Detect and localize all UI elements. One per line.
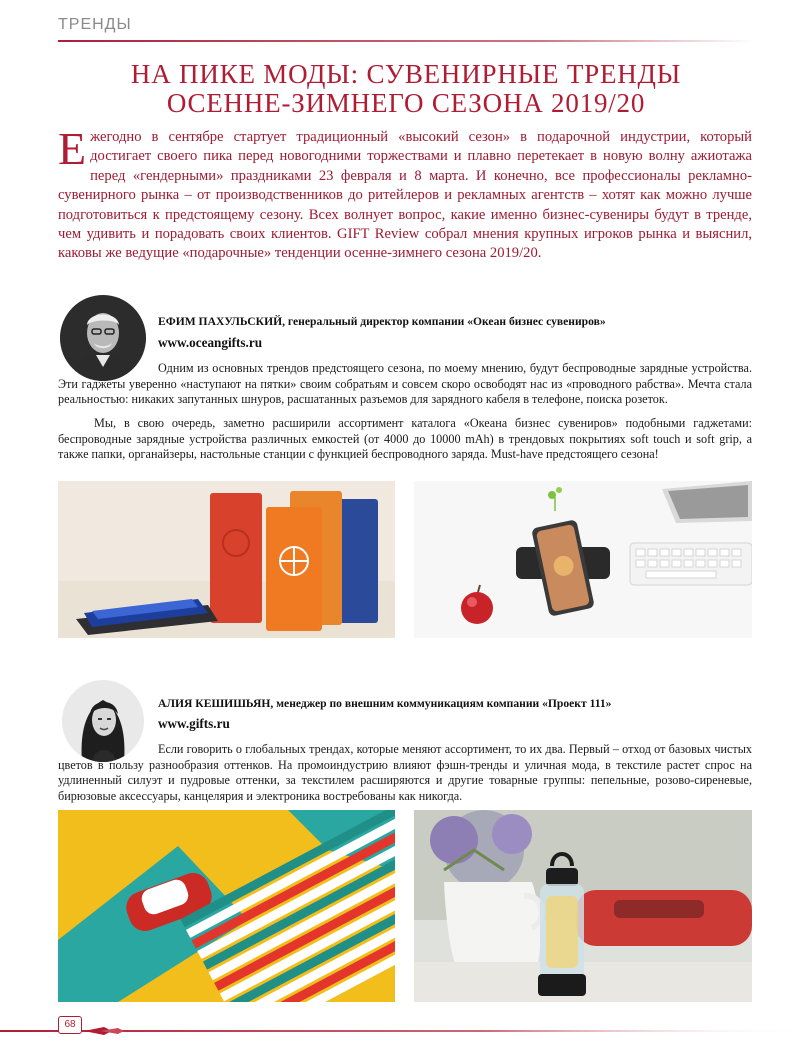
lead-text: жегодно в сентябре стартует традиционный «высокий сезон» в подарочной индустрии, который достигает своего пика перед новогодними торжествами и плавно перетекает в новую волну ажиотажа перед «гендерными» праздниками 23 февраля и 8 марта. И конечно, все профессионалы рекламно-сувенирного рынка – от производственников до ритейлеров и рекламных агентств – хотят как можно лучше подготовиться к предстоящему сезону. Всех волнует вопрос, какие именно бизнес-сувениры будут в тренде, чем удивить и порадовать своих клиентов. GIFT Review собрал мнения крупных игроков рынка и выяснил, каковы же ведущие «подарочные» тенденции осенне-зимнего сезона 2019/20. <box>58 129 752 262</box>
section-label: ТРЕНДЫ <box>58 16 132 33</box>
page-number: 68 <box>58 1016 82 1034</box>
expert-2-name: АЛИЯ КЕШИШЬЯН, менеджер по внешним коммуникациям компании «Проект 111» <box>158 697 612 710</box>
drop-cap: Е <box>58 123 87 174</box>
lead-paragraph <box>58 123 752 264</box>
article-title-line-1: НА ПИКЕ МОДЫ: СУВЕНИРНЫЕ ТРЕНДЫ <box>130 59 682 89</box>
photo-bottle-and-flowers <box>414 810 752 1002</box>
expert-1-quote-1: Одним из основных трендов предстоящего сезона, по моему мнению, будут беспроводные зарядные устройства. Эти гаджеты уверенно «наступают на пятки» своим собратьям и совсем скоро освободят нас из «проводного рабства». Мечта стала реальностью: никаких запутанных шнуров, расшатанных разъемов для зарядного кабеля в телефоне, поиска розеток. <box>58 361 752 407</box>
photo-wireless-power-banks <box>58 481 395 638</box>
expert-1-name: ЕФИМ ПАХУЛЬСКИЙ, генеральный директор компании «Океан бизнес сувениров» <box>158 315 606 328</box>
photo-pencils-and-car <box>58 810 395 1002</box>
expert-2-website[interactable]: www.gifts.ru <box>158 716 230 731</box>
expert-2-quote-1: Если говорить о глобальных трендах, которые меняют ассортимент, то их два. Первый – отход от базовых чистых цветов в пользу разнообразия оттенков. На промоиндустрию влияют фэшн-тренды и уличная мода, в текстиле растет спрос на удлиненный силуэт и пудровые оттенки, за текстилем расширяются и другие товарные группы: пепельные, розово-сиреневые, бирюзовые аксессуары, канцелярия и электроника востребованы как никогда. <box>58 742 752 803</box>
expert-1-quote-2: Мы, в свою очередь, заметно расширили ассортимент каталога «Океана бизнес сувениров» подобными гаджетами: беспроводные зарядные устройства различных емкостей (от 4000 до 10000 mAh) в трендовых покрытиях soft touch и soft grip, а также папки, органайзеры, настольные станции с функцией беспроводного заряда. Must-have предстоящего сезона! <box>58 416 752 462</box>
article-title-line-2: ОСЕННЕ-ЗИМНЕГО СЕЗОНА 2019/20 <box>166 88 646 118</box>
footer-divider <box>0 1022 809 1030</box>
photo-wireless-chargers <box>414 481 752 638</box>
expert-1-website[interactable]: www.oceangifts.ru <box>158 335 263 350</box>
article-title <box>58 60 754 118</box>
header-divider <box>58 40 754 42</box>
